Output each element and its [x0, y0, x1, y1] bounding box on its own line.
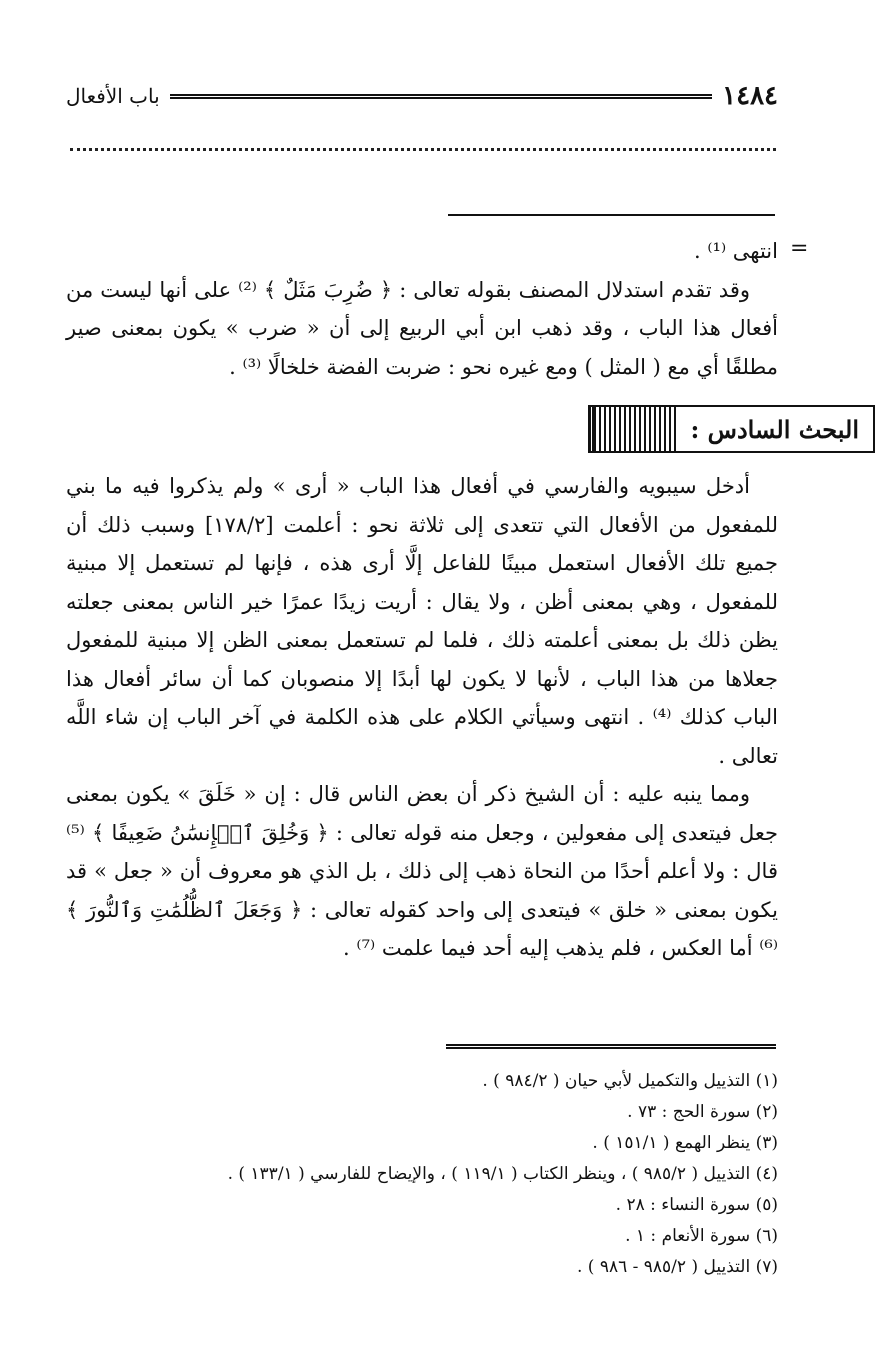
page-number: ١٤٨٤	[722, 81, 778, 111]
footnote-item: (٢) سورة الحج : ٧٣ .	[627, 1102, 778, 1122]
paragraph: أدخل سيبويه والفارسي في أفعال هذا الباب « أرى » ولم يذكروا فيه ما بني للمفعول من الأفعال التي تتعدى إلى ثلاثة نحو : أعلمت [١٧٨/٢] وسبب ذلك أن جميع تلك الأفعال استعمل مبينًا للفاعل إلَّا أرى هذه ، فإنها لم تستعمل إلا مبنية للمفعول ، وهي بمعنى أظن ، ولا يقال : أريت زيدًا عمرًا خير الناس بمعنى جعلته يظن ذلك بل بمعنى أعلمته ذلك ، فلما لم تستعمل بمعنى الظن إلا مبنية للمفعول جعلاها من هذا الباب ، لأنها لا يكون لها أبدًا إلا منصوبان كما أن سائر أفعال هذا الباب كذلك ⁽⁴⁾ . انتهى وسيأتي الكلام على هذه الكلمة في آخر الباب إن شاء اللَّه تعالى .	[66, 474, 778, 768]
section-heading-box	[588, 405, 875, 453]
paragraph: وقد تقدم استدلال المصنف بقوله تعالى : ﴿ ضُرِبَ مَثَلٌ ﴾ ⁽²⁾ على أنها ليست من أفعال هذا الباب ، وقد ذهب ابن أبي الربيع إلى أن « ضرب » يكون بمعنى صير مطلقًا أي مع ( المثل ) ومع غيره نحو : ضربت الفضة خلخالًا ⁽³⁾ .	[66, 277, 778, 379]
footnote-item: (٦) سورة الأنعام : ١ .	[625, 1226, 778, 1246]
header-rule	[170, 94, 712, 99]
footnote-item: (٣) ينظر الهمع ( ١٥١/١ ) .	[592, 1133, 778, 1153]
heading-ornament	[592, 407, 676, 451]
page-header	[66, 78, 778, 114]
dotted-separator	[70, 148, 776, 151]
section-heading: البحث السادس :	[690, 414, 859, 444]
continuation-mark: =	[790, 236, 809, 261]
footnote-item: (١) التذييل والتكميل لأبي حيان ( ٩٨٤/٢ ) .	[482, 1071, 778, 1091]
carryover-rule	[448, 214, 775, 216]
chapter-title: باب الأفعال	[66, 84, 160, 108]
text-block-1	[66, 232, 778, 386]
footnotes	[66, 1066, 778, 1283]
footnote-item: (٥) سورة النساء : ٢٨ .	[615, 1195, 778, 1215]
paragraph: انتهى ⁽¹⁾ .	[694, 239, 778, 263]
text-block-2	[66, 467, 778, 968]
footnote-rule	[446, 1044, 776, 1049]
paragraph: ومما ينبه عليه : أن الشيخ ذكر أن بعض الناس قال : إن « خَلَقَ » يكون بمعنى جعل فيتعدى إلى مفعولين ، وجعل منه قوله تعالى : ﴿ وَخُلِقَ ٱلۡإِنسَٰنُ ضَعِيفًا ﴾ ⁽⁵⁾ قال : ولا أعلم أحدًا من النحاة ذهب إلى ذلك ، بل الذي هو معروف أن « جعل » قد يكون بمعنى « خلق » فيتعدى إلى واحد كقوله تعالى : ﴿ وَجَعَلَ ٱلظُّلُمَٰتِ وَٱلنُّورَ ﴾ ⁽⁶⁾ أما العكس ، فلم يذهب إليه أحد فيما علمت ⁽⁷⁾ .	[66, 782, 778, 960]
footnote-item: (٤) التذييل ( ٩٨٥/٢ ) ، وينظر الكتاب ( ١١٩/١ ) ، والإيضاح للفارسي ( ١٣٣/١ ) .	[227, 1164, 778, 1184]
footnote-item: (٧) التذييل ( ٩٨٥/٢ - ٩٨٦ ) .	[576, 1257, 778, 1277]
